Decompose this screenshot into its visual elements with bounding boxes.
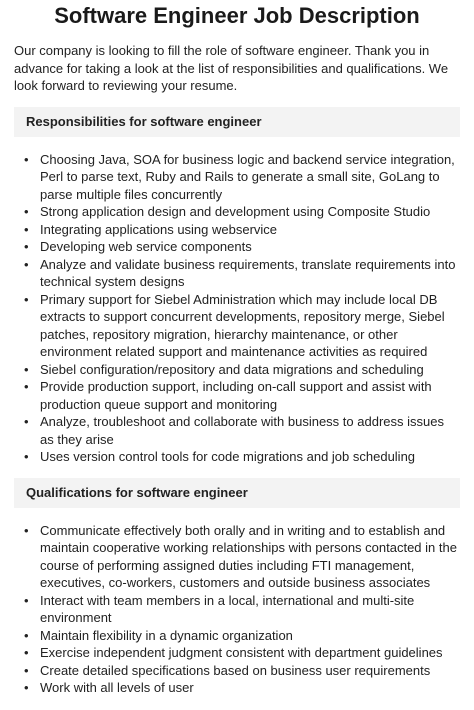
bullet-icon: •	[24, 627, 29, 643]
bullet-icon: •	[24, 204, 29, 219]
bullet-icon: •	[24, 291, 29, 307]
list-item: • Strong application design and development using Composite Studio	[24, 204, 431, 219]
qualifications-list	[14, 522, 460, 697]
list-item: • Exercise independent judgment consistent with department guidelines	[24, 645, 443, 660]
responsibilities-list	[14, 151, 460, 466]
list-item: • Maintain flexibility in a dynamic organization	[24, 627, 293, 643]
page-title: Software Engineer Job Description	[54, 3, 420, 28]
bullet-icon: •	[24, 662, 29, 678]
bullet-icon: •	[24, 645, 29, 660]
bullet-icon: •	[24, 680, 29, 695]
bullet-icon: •	[24, 449, 29, 464]
list-item: • Analyze, troubleshoot and collaborate with business to address issues as they arise	[24, 414, 444, 447]
list-item: • Developing web service components	[24, 239, 252, 254]
list-item: • Uses version control tools for code migrations and job scheduling	[24, 449, 416, 464]
list-item: • Primary support for Siebel Administration which may include local DB extracts to support concurrent developments, repository merge, Siebel patches, repository migration, hierarchy maintenance, or other environment related support and maintenance activities as required	[24, 291, 445, 359]
list-item: • Choosing Java, SOA for business logic and backend service integration, Perl to parse text, Ruby and Rails to generate a small site, GoLang to parse multiple files concurrently	[24, 151, 455, 202]
bullet-icon: •	[24, 151, 29, 167]
responsibilities-heading: Responsibilities for software engineer	[14, 107, 460, 137]
bullet-icon: •	[24, 379, 29, 394]
list-item: • Analyze and validate business requirements, translate requirements into technical system designs	[24, 256, 456, 289]
bullet-icon: •	[24, 239, 29, 254]
list-item: • Siebel configuration/repository and data migrations and scheduling	[24, 361, 424, 377]
bullet-icon: •	[24, 361, 29, 377]
bullet-icon: •	[24, 414, 29, 429]
list-item: • Provide production support, including on-call support and assist with production queue support and monitoring	[24, 379, 432, 412]
list-item: • Integrating applications using webservice	[24, 221, 278, 237]
bullet-icon: •	[24, 221, 29, 237]
list-item: • Interact with team members in a local, international and multi-site environment	[24, 592, 415, 625]
intro-paragraph: Our company is looking to fill the role of software engineer. Thank you in advance for taking a look at the list of responsibilities and qualifications. We look forward to reviewing your resume.	[14, 43, 449, 93]
list-item: • Communicate effectively both orally and in writing and to establish and maintain cooperative working relationships with persons contacted in the course of performing assigned duties including FTI management, executives, co-workers, customers and outside business associates	[24, 522, 457, 590]
list-item: • Create detailed specifications based on business user requirements	[24, 662, 431, 678]
bullet-icon: •	[24, 256, 29, 272]
bullet-icon: •	[24, 522, 29, 538]
qualifications-heading: Qualifications for software engineer	[14, 478, 460, 508]
bullet-icon: •	[24, 592, 29, 608]
list-item: • Work with all levels of user	[24, 680, 194, 695]
